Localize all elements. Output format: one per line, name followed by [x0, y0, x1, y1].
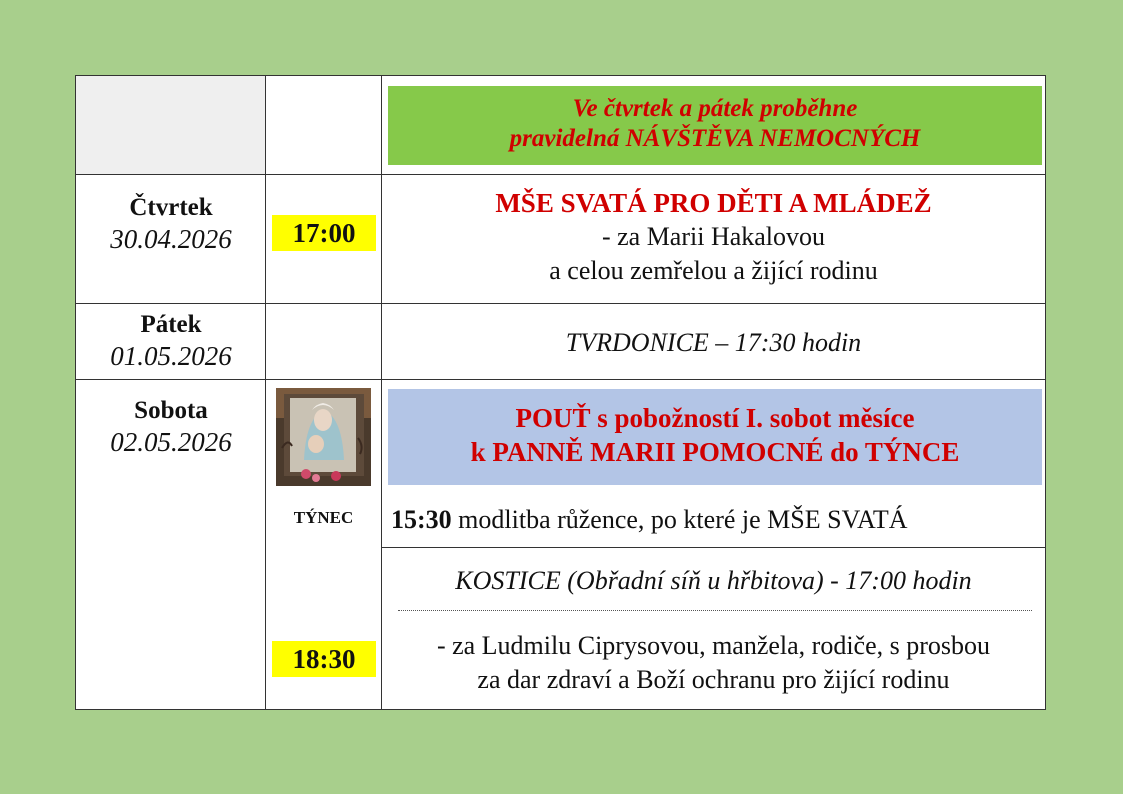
notice-line-1: Ve čtvrtek a pátek proběhne: [572, 95, 858, 122]
saturday-date: 02.05.2026: [110, 427, 232, 457]
saturday-day-cell: [76, 396, 266, 458]
friday-event: TVRDONICE – 17:30 hodin: [565, 328, 862, 357]
madonna-picture: [276, 388, 371, 486]
thursday-event: [382, 186, 1045, 288]
notice-text: [388, 94, 1042, 154]
schedule-table: [75, 75, 1046, 710]
thursday-time-badge: 17:00: [272, 215, 376, 251]
pilgrimage-line-2: k PANNĚ MARII POMOCNÉ do TÝNCE: [470, 437, 960, 467]
pilgrimage-text: [388, 401, 1042, 469]
column-divider-2: [381, 76, 382, 709]
thursday-intention-line-2: a celou zemřelou a žijící rodinu: [549, 256, 878, 285]
saturday-intention: [382, 629, 1045, 697]
friday-day-name: Pátek: [140, 311, 202, 338]
dotted-separator: [398, 610, 1032, 611]
pilgrimage-line-1: POUŤ s pobožností I. sobot měsíce: [515, 403, 915, 433]
kostice-line: KOSTICE (Obřadní síň u hřbitova) - 17:00 hodin: [455, 566, 972, 595]
row-divider-4: [382, 547, 1045, 548]
saturday-time-badge: 18:30: [272, 641, 376, 677]
saturday-day-name: Sobota: [134, 397, 208, 424]
header-empty-cell: [76, 76, 265, 174]
row-divider-3: [76, 379, 1045, 380]
row-divider-1: [76, 174, 1045, 175]
saturday-intention-line-2: za dar zdraví a Boží ochranu pro žijící rodinu: [477, 665, 950, 694]
thursday-day-name: Čtvrtek: [129, 194, 213, 221]
rosary-text: modlitba růžence, po které je MŠE SVATÁ: [458, 505, 908, 534]
thursday-mass-title: MŠE SVATÁ PRO DĚTI A MLÁDEŽ: [495, 188, 932, 218]
friday-day-cell: [76, 310, 266, 372]
friday-date: 01.05.2026: [110, 341, 232, 371]
column-divider-1: [265, 76, 266, 709]
rosary-line: [391, 503, 1041, 537]
thursday-date: 30.04.2026: [110, 224, 232, 254]
saturday-intention-line-1: - za Ludmilu Ciprysovou, manžela, rodiče, s prosbou: [436, 631, 991, 660]
madonna-image-icon: [276, 388, 371, 486]
notice-line-2: pravidelná NÁVŠTĚVA NEMOCNÝCH: [509, 125, 921, 152]
thursday-intention-line-1: - za Marii Hakalovou: [601, 222, 826, 251]
thursday-day-cell: [76, 193, 266, 255]
row-divider-2: [76, 303, 1045, 304]
rosary-time: 15:30: [391, 505, 452, 534]
tynec-label: TÝNEC: [293, 508, 354, 527]
